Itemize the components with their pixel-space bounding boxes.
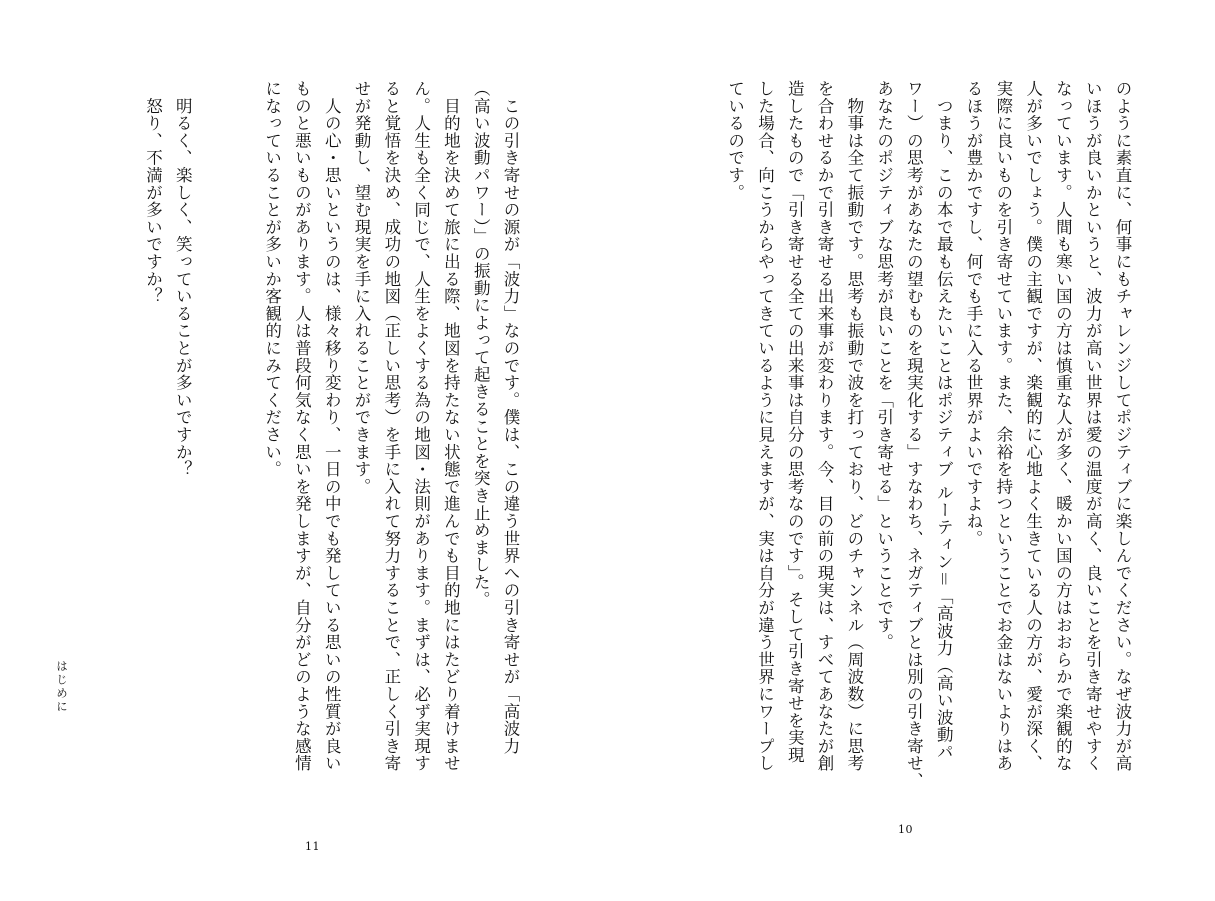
body-line: 人が多いでしょう。僕の主観ですが、楽観的に心地よく生きている人の方が、愛が深く、	[1023, 80, 1043, 772]
right-page	[607, 0, 1215, 901]
body-line: なっています。人間も寒い国の方は慎重な人が多く、暖かい国の方はおおらかで楽観的な	[1053, 80, 1073, 772]
body-line: になっていることが多いか客観的にみてください。	[262, 80, 282, 478]
body-line: （高い波動パワー）」の振動によって起きることを突き止めました。	[471, 80, 491, 609]
body-line: るほうが豊かですし、何でも手に入る世界がよいですよね。	[964, 80, 984, 548]
body-line: あなたのポジティブな思考が良いことを「引き寄せる」ということです。	[874, 80, 894, 651]
left-page-body	[138, 80, 525, 800]
running-head: はじめに	[55, 660, 69, 714]
body-line: ものと悪いものがあります。人は普段何気なく思いを発しますが、自分がどのような感情	[292, 80, 312, 772]
body-line: ん。人生も全く同じで、人生をよくする為の地図・法則があります。まずは、必ず実現す	[411, 80, 431, 772]
body-line: 明るく、楽しく、笑っていることが多いですか？	[173, 80, 193, 478]
body-line: のように素直に、何事にもチャレンジしてポジティブに楽しんでください。なぜ波力が高	[1113, 80, 1132, 772]
body-line: 物事は全て振動です。思考も振動で波を打っており、どのチャンネル（周波数）に思考	[844, 80, 864, 772]
body-line: 造したもので「引き寄せる全ての出来事は自分の思考なのです」。そして引き寄せを実現	[785, 80, 805, 764]
body-line: この引き寄せの源が「波力」なのです。僕は、この違う世界への引き寄せが「高波力	[501, 80, 520, 755]
left-page	[0, 0, 607, 901]
blank-line	[197, 80, 227, 800]
body-line: せが発動し、望む現実を手に入れることができます。	[352, 80, 372, 496]
body-line: 実際に良いものを引き寄せています。また、余裕を持つということでお金はないよりはあ	[993, 80, 1013, 772]
body-line: いほうが良いかというと、波力が高い世界は愛の温度が高く、良いことを引き寄せやすく	[1083, 80, 1103, 772]
body-line: 目的地を決めて旅に出る際、地図を持たない状態で進んでも目的地にはたどり着けませ	[441, 80, 461, 772]
page-number: 10	[898, 823, 913, 836]
body-line: ているのです。	[725, 80, 745, 202]
right-page-body	[720, 80, 1137, 800]
body-line: ると覚悟を決め、成功の地図（正しい思考）を手に入れて努力することで、正しく引き寄	[381, 80, 401, 772]
page-number: 11	[305, 840, 320, 853]
body-line: した場合、向こうからやってきているように見えますが、実は自分が違う世界にワープし	[755, 80, 775, 772]
body-line: ワー）の思考があなたの望むものを現実化する」すなわち、ネガティブとは別の引き寄せ、	[904, 80, 924, 790]
blank-line	[227, 80, 257, 800]
body-line: 怒り、不満が多いですか？	[143, 80, 163, 305]
body-line: つまり、この本で最も伝えたいことはポジティブ ルーティン＝「高波力（高い波動パ	[934, 80, 954, 761]
body-line: を合わせるかで引き寄せる出来事が変わります。今、目の前の現実は、すべてあなたが創	[815, 80, 835, 772]
body-line: 人の心・思いというのは、様々移り変わり、一日の中でも発している思いの性質が良い	[322, 80, 342, 772]
